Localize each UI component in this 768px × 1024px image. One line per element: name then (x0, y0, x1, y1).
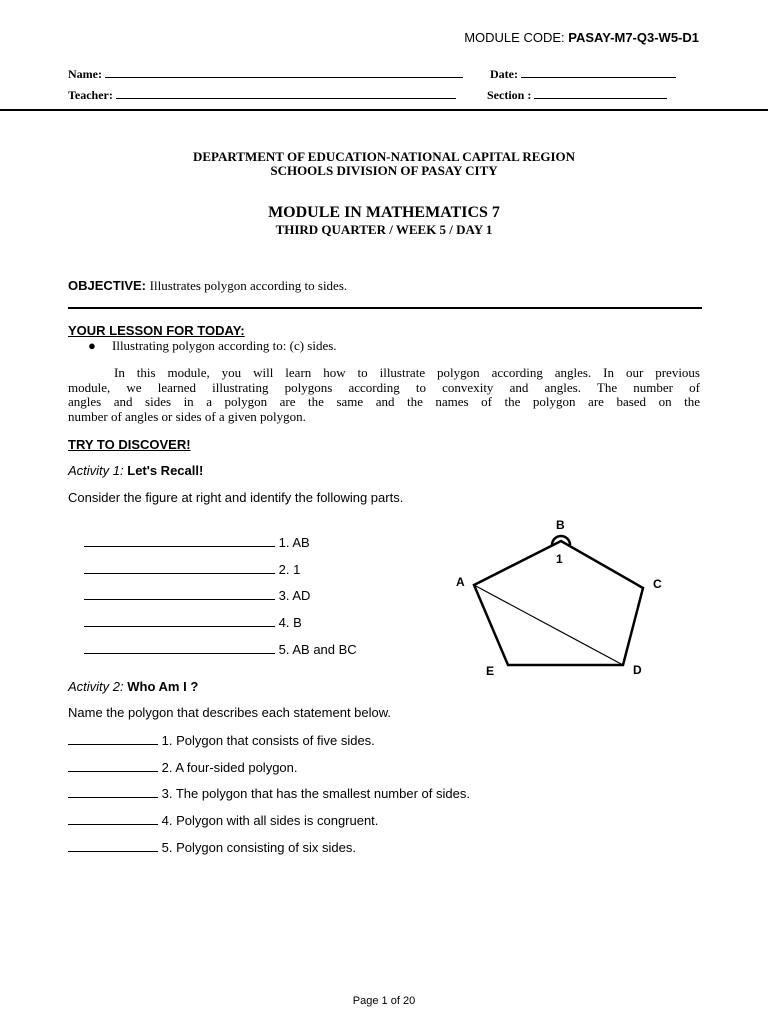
activity2-item[interactable] (68, 839, 356, 855)
activity2-item[interactable] (68, 812, 378, 828)
paragraph-line: module, we learned illustrating polygons according to convexity and angles. The number of (68, 379, 700, 395)
vertex-label-e: E (486, 664, 495, 678)
activity1-item[interactable] (84, 534, 310, 550)
quarter-title: THIRD QUARTER / WEEK 5 / DAY 1 (275, 222, 493, 237)
activity1-name: Let's Recall! (127, 463, 204, 478)
answer-blank[interactable] (84, 587, 275, 600)
activity1-item-text: 4. B (278, 615, 302, 630)
objective-label: OBJECTIVE: (68, 278, 147, 293)
activity1-item[interactable] (84, 614, 302, 630)
vertex-label-b: B (556, 518, 565, 532)
vertex-label-a: A (456, 575, 465, 589)
activity1-item-text: 2. 1 (278, 562, 301, 577)
activity2-title (68, 679, 198, 694)
discover-heading: TRY TO DISCOVER! (68, 437, 191, 452)
angle-label: 1 (556, 552, 563, 566)
vertex-label-c: C (653, 577, 662, 591)
teacher-field[interactable] (68, 87, 456, 103)
activity2-item-text: 4. Polygon with all sides is congruent. (161, 813, 379, 828)
bullet-icon: ● (88, 338, 96, 353)
name-blank[interactable] (105, 66, 463, 78)
diagonal-ad (474, 585, 623, 665)
date-label: Date: (490, 67, 518, 81)
section-field[interactable] (487, 87, 667, 103)
module-code-value: PASAY-M7-Q3-W5-D1 (568, 30, 699, 45)
activity1-item-text: 3. AD (278, 588, 311, 603)
activity2-instruction: Name the polygon that describes each statement below. (68, 705, 392, 720)
activity1-prefix: Activity 1: (68, 463, 124, 478)
section-label: Section : (487, 88, 532, 102)
lesson-bullet-text: Illustrating polygon according to: (c) sides. (112, 338, 337, 353)
answer-blank[interactable] (68, 839, 158, 852)
objective-divider (68, 307, 702, 309)
objective-text: Illustrates polygon according to sides. (149, 278, 348, 293)
activity1-item-text: 1. AB (278, 535, 310, 550)
activity2-item[interactable] (68, 759, 298, 775)
answer-blank[interactable] (84, 534, 275, 547)
activity2-prefix: Activity 2: (68, 679, 124, 694)
answer-blank[interactable] (68, 785, 158, 798)
paragraph-line: In this module, you will learn how to illustrate polygon according angles. In our previous (114, 365, 700, 380)
name-field[interactable] (68, 66, 463, 82)
activity1-item[interactable] (84, 641, 357, 657)
answer-blank[interactable] (68, 759, 158, 772)
activity1-instruction: Consider the figure at right and identify the following parts. (68, 490, 404, 505)
answer-blank[interactable] (84, 614, 275, 627)
activity2-item[interactable] (68, 785, 470, 801)
pentagon-figure (448, 512, 678, 682)
activity1-item-text: 5. AB and BC (278, 642, 357, 657)
vertex-label-d: D (633, 663, 642, 677)
section-blank[interactable] (534, 87, 667, 99)
date-blank[interactable] (521, 66, 676, 78)
paragraph-line: number of angles or sides of a given polygon. (68, 408, 306, 424)
date-field[interactable] (490, 66, 676, 82)
module-code (464, 30, 699, 45)
answer-blank[interactable] (84, 641, 275, 654)
activity2-item-text: 1. Polygon that consists of five sides. (161, 733, 375, 748)
answer-blank[interactable] (68, 732, 158, 745)
name-label: Name: (68, 67, 102, 81)
teacher-label: Teacher: (68, 88, 113, 102)
activity2-item-text: 5. Polygon consisting of six sides. (161, 840, 357, 855)
answer-blank[interactable] (84, 561, 275, 574)
activity1-item[interactable] (84, 561, 300, 577)
lesson-bullet (88, 338, 337, 354)
lesson-paragraph (68, 366, 700, 424)
objective (68, 278, 347, 294)
module-title: MODULE IN MATHEMATICS 7 (268, 204, 500, 221)
lesson-heading: YOUR LESSON FOR TODAY: (68, 323, 245, 338)
module-code-label: MODULE CODE: (464, 30, 565, 45)
teacher-blank[interactable] (116, 87, 456, 99)
header-divider (0, 109, 768, 111)
activity1-title (68, 463, 203, 478)
answer-blank[interactable] (68, 812, 158, 825)
page-number: Page 1 of 20 (352, 995, 416, 1007)
department-title: DEPARTMENT OF EDUCATION-NATIONAL CAPITAL REGION (192, 149, 576, 164)
division-title: SCHOOLS DIVISION OF PASAY CITY (270, 163, 498, 178)
activity2-item-text: 3. The polygon that has the smallest number of sides. (161, 786, 470, 801)
activity2-name: Who Am I ? (127, 679, 199, 694)
activity2-item-text: 2. A four-sided polygon. (161, 760, 298, 775)
activity2-item[interactable] (68, 732, 375, 748)
activity1-item[interactable] (84, 587, 310, 603)
paragraph-line: angles and sides in a polygon are the same and the names of the polygon are based on the (68, 394, 700, 409)
